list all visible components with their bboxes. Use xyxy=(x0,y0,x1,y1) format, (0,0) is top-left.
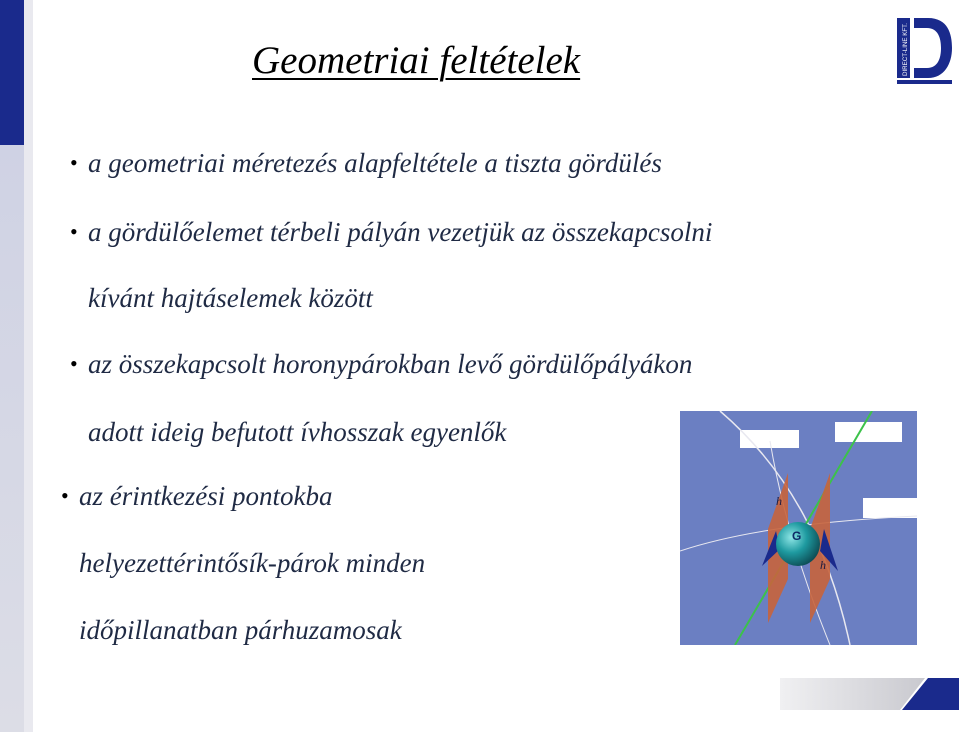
figure-label-h-right: h xyxy=(820,558,826,572)
tangent-planes-figure xyxy=(680,411,917,645)
list-item: a geometriai méretezés alapfeltétele a tiszta gördülés xyxy=(88,148,662,178)
bullet-dot-icon: • xyxy=(70,351,78,376)
logo-text: DIRECT-LINE KFT. xyxy=(902,23,909,76)
sidebar-light-bar xyxy=(0,145,24,732)
sidebar-edge xyxy=(24,0,33,732)
list-item: az összekapcsolt horonypárokban levő gördülőpályákon xyxy=(88,349,693,379)
sidebar-dark-bar xyxy=(0,0,24,145)
slide-title: Geometriai feltételek xyxy=(252,39,581,82)
figure-label-h-left: h xyxy=(776,494,782,508)
bullet-dot-icon: • xyxy=(61,483,69,508)
footer-decoration xyxy=(780,678,959,710)
list-item: a gördülőelemet térbeli pályán vezetjük az összekapcsolni xyxy=(88,217,713,247)
list-item-continuation: kívánt hajtáselemek között xyxy=(88,283,373,313)
list-item: az érintkezési pontokba xyxy=(79,481,333,511)
bullet-dot-icon: • xyxy=(70,150,78,175)
figure-label-g: G xyxy=(792,529,802,543)
bullet-dot-icon: • xyxy=(70,219,78,244)
direct-line-logo-icon xyxy=(894,16,954,86)
list-item-continuation: időpillanatban párhuzamosak xyxy=(79,615,402,645)
list-item-continuation: helyezettérintősík-párok minden xyxy=(79,548,426,578)
list-item-continuation: adott ideig befutott ívhosszak egyenlők xyxy=(88,417,507,447)
